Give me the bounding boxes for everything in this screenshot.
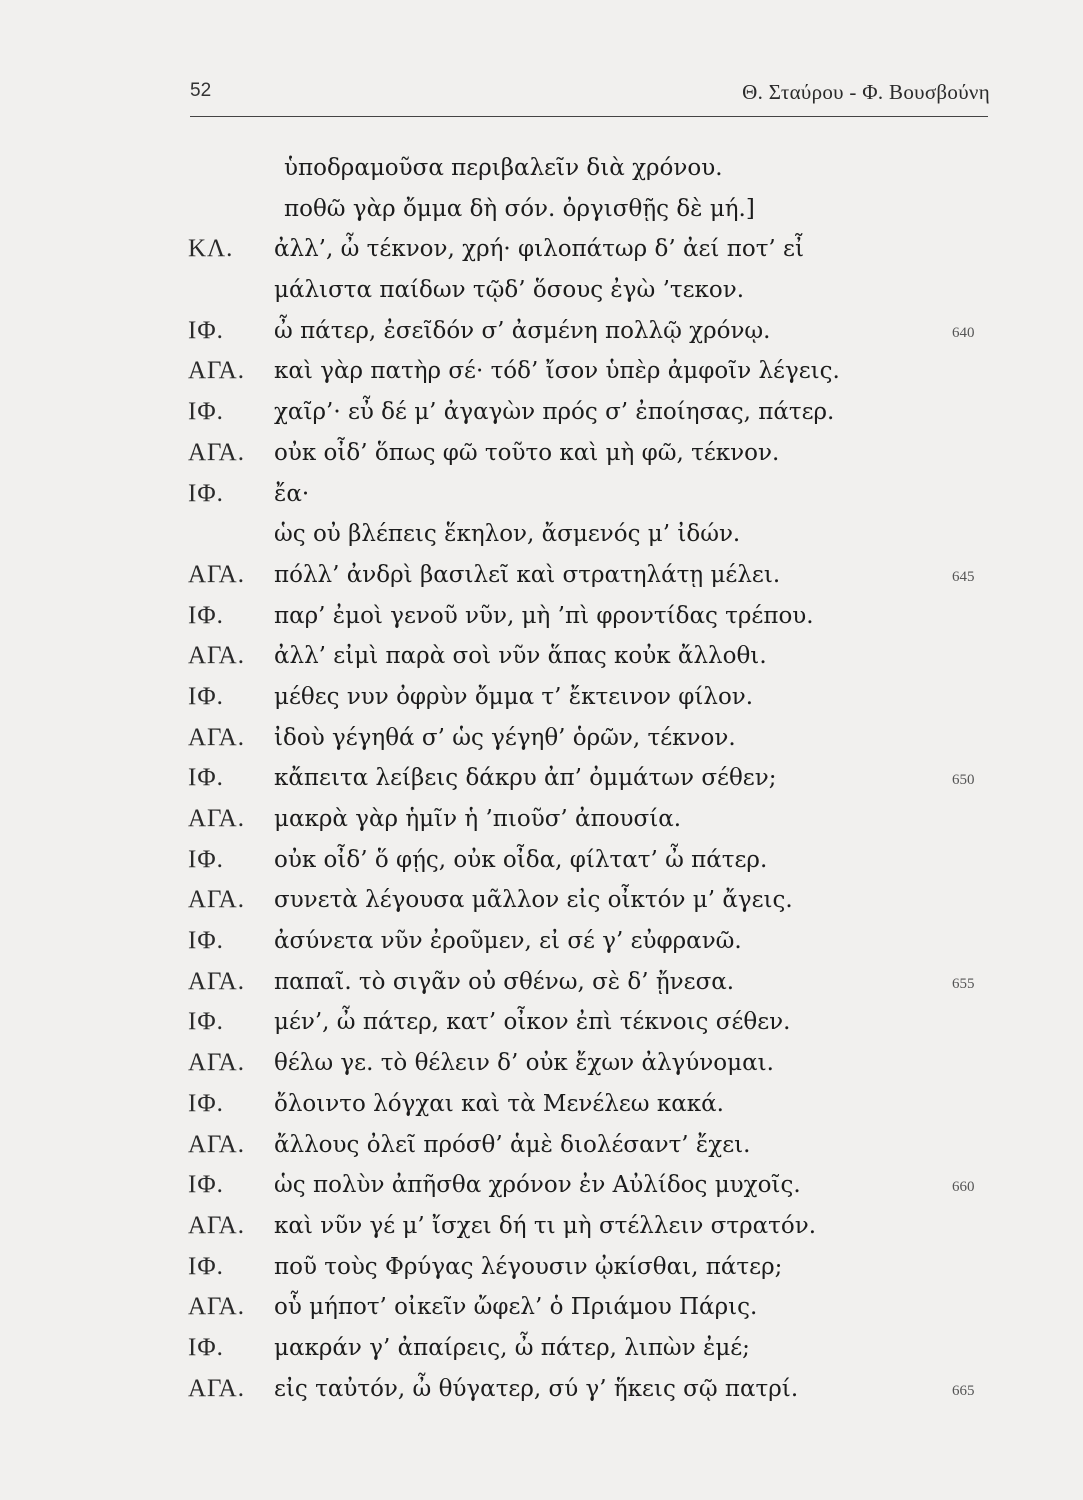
verse-line [0,718,1083,759]
speaker-label: ΙΦ. [188,601,224,629]
verse-line [0,555,1083,596]
verse-text: συνετὰ λέγουσα μᾶλλον εἰς οἶκτόν μ’ ἄγεις. [274,887,793,914]
speaker-label: ΑΓΑ. [188,805,245,832]
page-header [190,76,990,112]
verse-line [0,840,1083,881]
running-head: Θ. Σταύρου - Φ. Βουσβούνη [742,80,990,104]
header-rule [190,116,988,117]
speaker-label: ΑΓΑ. [188,357,245,385]
verse-text: ἀλλ’ εἰμὶ παρὰ σοὶ νῦν ἅπας κοὐκ ἄλλοθι. [274,643,767,670]
speaker-label: ΑΓΑ. [188,1049,245,1077]
speaker-label: ΑΓΑ. [188,967,245,995]
verse-text: μακρὰ γὰρ ἡμῖν ἡ ’πιοῦσ’ ἀπουσία. [274,806,682,832]
verse-text: μακράν γ’ ἀπαίρεις, ὦ πάτερ, λιπὼν ἐμέ; [274,1334,750,1361]
speaker-label: ΑΓΑ. [188,1293,245,1321]
verse-text: πόλλ’ ἀνδρὶ βασιλεῖ καὶ στρατηλάτῃ μέλει. [274,561,781,588]
speaker-label: ΑΓΑ. [188,886,245,914]
verse-line [0,677,1083,718]
verse-text: οὐκ οἶδ’ ὅ φῄς, οὐκ οἶδα, φίλτατ’ ὦ πάτερ. [274,846,768,873]
page-number: 52 [190,80,212,101]
verse-text: μάλιστα παίδων τῷδ’ ὅσους ἐγὼ ’τεκον. [274,277,745,304]
speaker-label: ΑΓΑ. [188,1130,245,1158]
line-number: 665 [952,1382,975,1399]
speaker-label: ΙΦ. [188,764,224,792]
speaker-label: ΙΦ. [188,845,224,873]
verse-line [0,962,1083,1003]
speaker-label: ΑΓΑ. [188,438,245,466]
verse-text: ἄλλους ὀλεῖ πρόσθ’ ἁμὲ διολέσαντ’ ἔχει. [274,1131,751,1158]
verse-text: παπαῖ. τὸ σιγᾶν οὐ σθένω, σὲ δ’ ᾔνεσα. [274,968,735,995]
verse-line [0,1369,1083,1410]
verse-line [0,880,1083,921]
verse-text: ποῦ τοὺς Φρύγας λέγουσιν ᾠκίσθαι, πάτερ; [274,1253,783,1280]
verse-line [0,311,1083,352]
verse-line [0,1043,1083,1084]
verse-text: ἔα· [274,480,310,507]
verse-text: οὐκ οἶδ’ ὅπως φῶ τοῦτο καὶ μὴ φῶ, τέκνον. [274,439,780,466]
line-number: 640 [952,324,975,341]
verse-line [0,799,1083,840]
verse-line [0,351,1083,392]
verse-text: ὄλοιντο λόγχαι καὶ τὰ Μενέλεω κακά. [274,1090,724,1117]
verse-text: οὗ μήποτ’ οἰκεῖν ὤφελ’ ὁ Πριάμου Πάρις. [274,1294,758,1321]
speaker-label: ΙΦ. [188,316,224,344]
verse-text: ἀσύνετα νῦν ἐροῦμεν, εἰ σέ γ’ εὐφρανῶ. [274,928,742,955]
verse-line [0,514,1083,555]
verse-line [0,229,1083,270]
verse-text: θέλω γε. τὸ θέλειν δ’ οὐκ ἔχων ἀλγύνομαι. [274,1050,774,1077]
verse-text: καὶ νῦν γέ μ’ ἴσχει δή τι μὴ στέλλειν στρατόν. [274,1212,817,1239]
verse-line [0,758,1083,799]
verse-line [0,1084,1083,1125]
speaker-label: ΙΦ. [188,682,224,710]
speaker-label: ΙΦ. [188,1333,224,1361]
speaker-label: ΙΦ. [188,927,224,955]
speaker-label: ΚΛ. [188,235,234,263]
verse-line [0,148,1083,189]
speaker-label: ΙΦ. [188,1089,224,1117]
speaker-label: ΑΓΑ. [188,642,245,670]
verse-line [0,1287,1083,1328]
line-number: 645 [952,568,975,585]
line-number: 660 [952,1179,975,1196]
verse-text: χαῖρ’· εὖ δέ μ’ ἀγαγὼν πρός σ’ ἐποίησας, πάτερ. [274,399,835,426]
verse-text: μέν’, ὦ πάτερ, κατ’ οἶκον ἐπὶ τέκνοις σέθεν. [274,1009,791,1036]
verse-text: εἰς ταὐτόν, ὦ θύγατερ, σύ γ’ ἥκεις σῷ πατρί. [274,1375,799,1402]
line-number: 650 [952,772,975,789]
verse-text: ὡς οὐ βλέπεις ἕκηλον, ἄσμενός μ’ ἰδών. [274,521,741,548]
speaker-label: ΑΓΑ. [188,1211,245,1239]
verse-text: καὶ γὰρ πατὴρ σέ· τόδ’ ἴσον ὑπὲρ ἀμφοῖν λέγεις. [274,358,840,385]
verse-line [0,921,1083,962]
speaker-label: ΑΓΑ. [188,1374,245,1402]
speaker-label: ΙΦ. [188,1252,224,1280]
speaker-label: ΙΦ. [188,1171,224,1199]
verse-text: ὡς πολὺν ἀπῆσθα χρόνον ἐν Αὐλίδος μυχοῖς. [274,1172,801,1199]
verse-line [0,1247,1083,1288]
verse-line [0,1206,1083,1247]
speaker-label: ΙΦ. [188,1008,224,1036]
verse-text: ἰδοὺ γέγηθά σ’ ὡς γέγηθ’ ὁρῶν, τέκνον. [274,724,736,751]
speaker-label: ΑΓΑ. [188,723,245,751]
verse-line [0,474,1083,515]
verse-text: μέθες νυν ὀφρὺν ὄμμα τ’ ἔκτεινον φίλον. [274,683,754,710]
verse-line [0,1125,1083,1166]
verse-line [0,1002,1083,1043]
verse-line [0,1165,1083,1206]
verse-line [0,596,1083,637]
verse-text: ὑποδραμοῦσα περιβαλεῖν διὰ χρόνου. [284,155,723,181]
verse-text: ὦ πάτερ, ἐσεῖδόν σ’ ἀσμένη πολλῷ χρόνῳ. [274,317,771,344]
verse-line [0,189,1083,230]
verse-line [0,270,1083,311]
verse-text: ποθῶ γὰρ ὄμμα δὴ σόν. ὀργισθῇς δὲ μή.] [284,195,755,222]
verse-line [0,392,1083,433]
verse-text: ἀλλ’, ὦ τέκνον, χρή· φιλοπάτωρ δ’ ἀεί ποτ’ εἶ [274,236,804,263]
verse-line [0,433,1083,474]
speaker-label: ΙΦ. [188,479,224,507]
verse-line [0,1328,1083,1369]
verse-text: παρ’ ἐμοὶ γενοῦ νῦν, μὴ ’πὶ φροντίδας τρέπου. [274,602,814,629]
verse-line [0,636,1083,677]
verse-block [0,148,1083,1409]
speaker-label: ΑΓΑ. [188,560,245,588]
verse-text: κἄπειτα λείβεις δάκρυ ἀπ’ ὀμμάτων σέθεν; [274,765,777,792]
speaker-label: ΙΦ. [188,398,224,426]
line-number: 655 [952,975,975,992]
